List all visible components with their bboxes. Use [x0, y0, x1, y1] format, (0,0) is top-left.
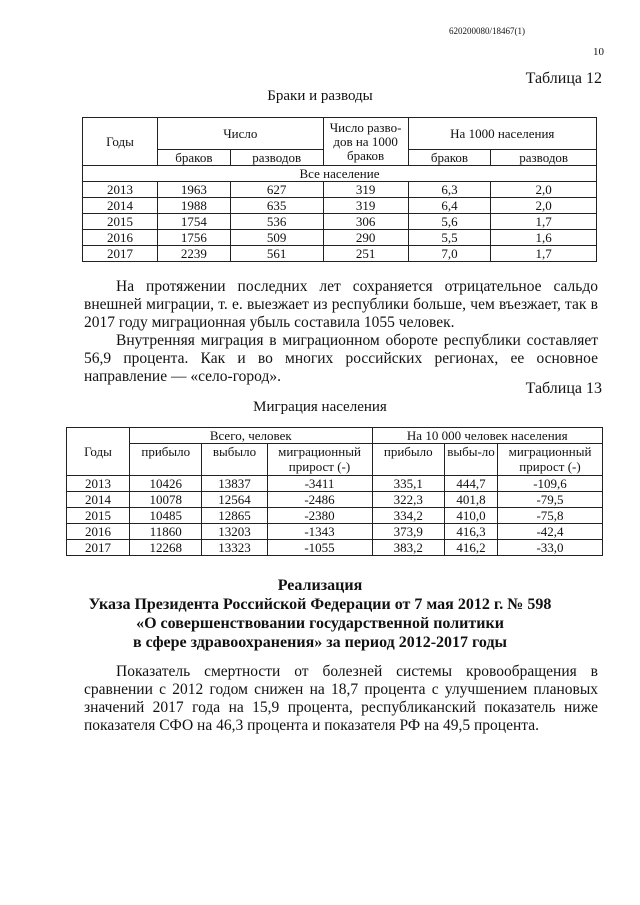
- table-cell: 1,7: [491, 214, 597, 230]
- table-cell: -1343: [267, 524, 372, 540]
- table-cell: -109,6: [498, 476, 603, 492]
- table-cell: 6,3: [408, 182, 491, 198]
- col-header: На 10 000 человек населения: [372, 428, 603, 444]
- table-cell: 2013: [83, 182, 158, 198]
- table-cell: 2016: [83, 230, 158, 246]
- table-cell: -2380: [267, 508, 372, 524]
- table-cell: 334,2: [372, 508, 445, 524]
- table-cell: 1,7: [491, 246, 597, 262]
- col-header: браков: [158, 150, 231, 166]
- col-header: разводов: [491, 150, 597, 166]
- table-cell: 11860: [130, 524, 202, 540]
- table-cell: 1988: [158, 198, 231, 214]
- table-cell: 2017: [83, 246, 158, 262]
- table-cell: 2014: [67, 492, 130, 508]
- table-row: [83, 198, 597, 214]
- heading-line: «О совершенствовании государственной политики: [136, 615, 504, 632]
- table-cell: -2486: [267, 492, 372, 508]
- table-13-title: Миграция населения: [253, 399, 387, 415]
- col-header: Число разво-дов на 1000 браков: [323, 118, 408, 166]
- col-header: Годы: [67, 428, 130, 476]
- col-header: На 1000 населения: [408, 118, 596, 150]
- document-code: 620200080/18467(1): [449, 26, 525, 36]
- paragraph-mortality: Показатель смертности от болезней системы кровообращения в сравнении с 2012 годом снижен на 18,7 процента с улучшением плановых значений 2017 года на 15,9 процента, республиканский показатель ниже показателя СФО на 46,3 процента и показателя РФ на 49,5 процента.: [84, 663, 598, 734]
- table-cell: 1,6: [491, 230, 597, 246]
- table-cell: 306: [323, 214, 408, 230]
- table-12-title: Браки и разводы: [267, 88, 373, 104]
- paragraph-external-migration: На протяжении последних лет сохраняется отрицательное сальдо внешней миграции, т. е. выезжает из республики больше, чем въезжает, так в 2017 году миграционная убыль составила 1055 человек.: [84, 278, 598, 331]
- table-row: [83, 182, 597, 198]
- table-cell: 251: [323, 246, 408, 262]
- table-row: [83, 246, 597, 262]
- table-row: [67, 524, 603, 540]
- paragraph-internal-migration: Внутренняя миграция в миграционном обороте республики составляет 56,9 процента. Как и во многих российских регионах, ее основное направление — «село-город».: [84, 332, 598, 385]
- heading-line: Указа Президента Российской Федерации от 7 мая 2012 г. № 598: [88, 596, 552, 613]
- table-cell: 322,3: [372, 492, 445, 508]
- table-cell: 416,2: [445, 540, 498, 556]
- migration-table: [66, 427, 603, 556]
- table-cell: -79,5: [498, 492, 603, 508]
- table-row: [83, 214, 597, 230]
- col-header: Годы: [83, 118, 158, 166]
- col-header: Число: [158, 118, 324, 150]
- table-row: [67, 508, 603, 524]
- table-cell: 2015: [83, 214, 158, 230]
- table-cell: 373,9: [372, 524, 445, 540]
- table-cell: 383,2: [372, 540, 445, 556]
- table-cell: 536: [230, 214, 323, 230]
- table-cell: -33,0: [498, 540, 603, 556]
- col-header: выбыло: [202, 444, 267, 476]
- table-cell: 416,3: [445, 524, 498, 540]
- table-cell: 12865: [202, 508, 267, 524]
- table-cell: 1756: [158, 230, 231, 246]
- table-cell: 5,5: [408, 230, 491, 246]
- col-header: разводов: [230, 150, 323, 166]
- table-cell: -75,8: [498, 508, 603, 524]
- col-header: прибыло: [372, 444, 445, 476]
- table-cell: 2,0: [491, 182, 597, 198]
- table-cell: 2016: [67, 524, 130, 540]
- table-cell: 6,4: [408, 198, 491, 214]
- table-cell: 319: [323, 198, 408, 214]
- table-cell: 290: [323, 230, 408, 246]
- heading-line: в сфере здравоохранения» за период 2012-2017 годы: [132, 634, 508, 651]
- table-cell: 1754: [158, 214, 231, 230]
- col-header: миграционный прирост (-): [267, 444, 372, 476]
- col-header: миграционный прирост (-): [498, 444, 603, 476]
- table-cell: 10485: [130, 508, 202, 524]
- table-cell: 319: [323, 182, 408, 198]
- table-cell: 401,8: [445, 492, 498, 508]
- table-cell: 13837: [202, 476, 267, 492]
- section-row: Все население: [83, 166, 597, 182]
- table-cell: 509: [230, 230, 323, 246]
- table-cell: 12564: [202, 492, 267, 508]
- page-number: 10: [593, 46, 604, 58]
- table-cell: 335,1: [372, 476, 445, 492]
- table-row: [67, 476, 603, 492]
- table-cell: 2013: [67, 476, 130, 492]
- table-cell: 635: [230, 198, 323, 214]
- col-header: Всего, человек: [130, 428, 373, 444]
- col-header: браков: [408, 150, 491, 166]
- table-cell: -3411: [267, 476, 372, 492]
- table-cell: 7,0: [408, 246, 491, 262]
- table-cell: 561: [230, 246, 323, 262]
- table-row: [83, 230, 597, 246]
- table-cell: 13203: [202, 524, 267, 540]
- table-cell: 2015: [67, 508, 130, 524]
- table-cell: 627: [230, 182, 323, 198]
- marriages-divorces-table: [82, 117, 597, 262]
- table-cell: 5,6: [408, 214, 491, 230]
- heading-line: Реализация: [277, 577, 363, 594]
- table-cell: 12268: [130, 540, 202, 556]
- col-header: выбы-ло: [445, 444, 498, 476]
- col-header: прибыло: [130, 444, 202, 476]
- table-cell: 2,0: [491, 198, 597, 214]
- table-cell: 13323: [202, 540, 267, 556]
- table-cell: 10426: [130, 476, 202, 492]
- table-row: [67, 540, 603, 556]
- table-cell: 2017: [67, 540, 130, 556]
- table-cell: 410,0: [445, 508, 498, 524]
- table-12-label: Таблица 12: [525, 70, 602, 87]
- table-cell: 1963: [158, 182, 231, 198]
- table-cell: 2014: [83, 198, 158, 214]
- table-13-label: Таблица 13: [525, 380, 602, 397]
- section-heading: [0, 576, 640, 652]
- table-cell: 2239: [158, 246, 231, 262]
- table-row: [67, 492, 603, 508]
- table-cell: -1055: [267, 540, 372, 556]
- table-cell: 10078: [130, 492, 202, 508]
- table-cell: 444,7: [445, 476, 498, 492]
- table-cell: -42,4: [498, 524, 603, 540]
